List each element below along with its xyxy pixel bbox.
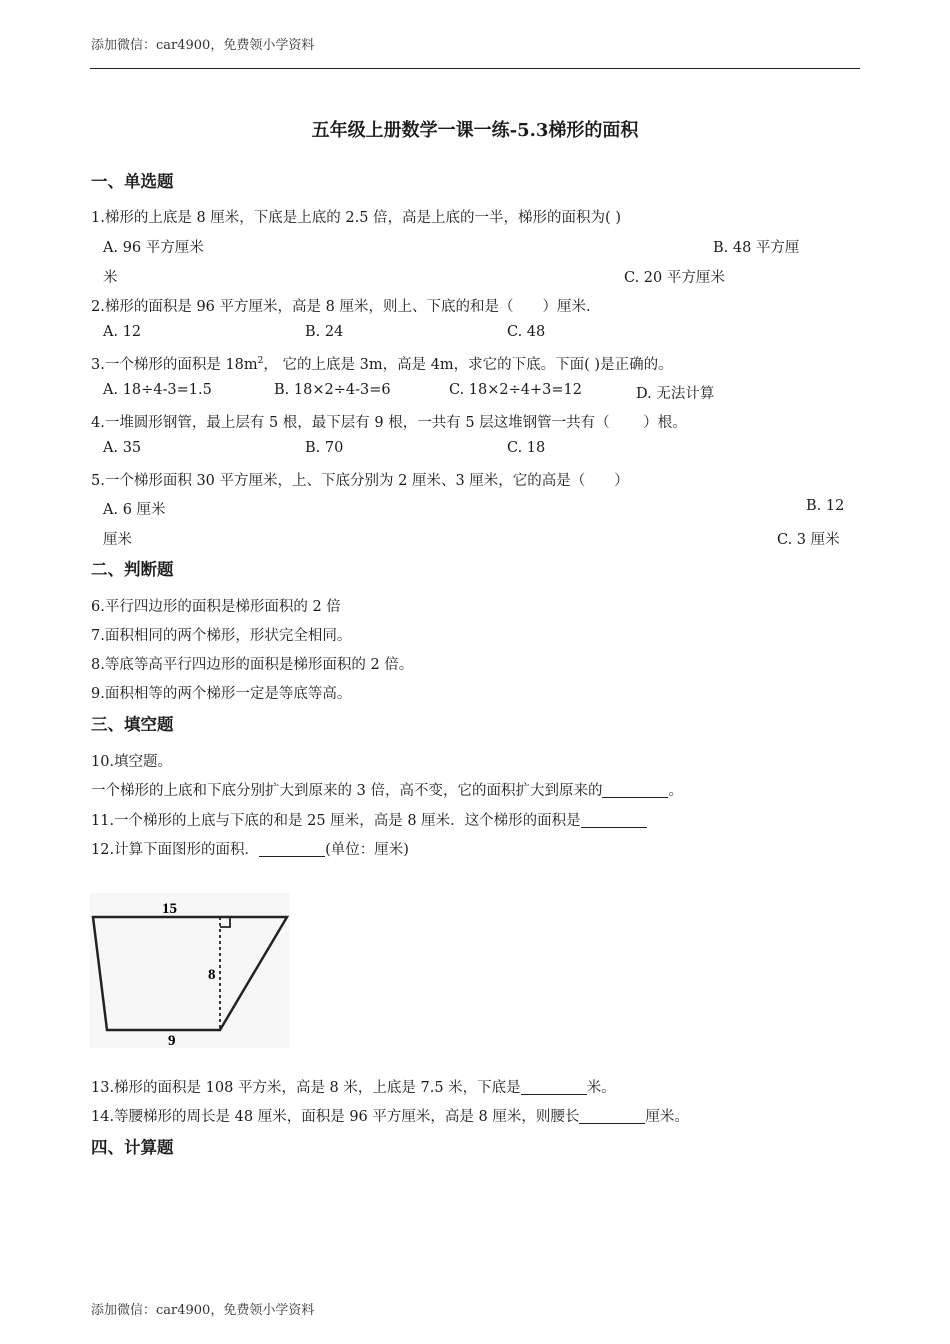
header-divider: [90, 68, 860, 69]
question-13: [91, 1076, 616, 1097]
q5-option-a-cont: 厘米: [103, 532, 132, 548]
q2-option-b: B. 24: [305, 324, 344, 340]
answer-blank[interactable]: [602, 783, 668, 799]
q4-option-b: B. 70: [305, 440, 344, 456]
q3-text-before: 3.一个梯形的面积是 18m: [91, 357, 258, 373]
top-base-label: 15: [162, 901, 177, 917]
q5-option-c: C. 3 厘米: [777, 532, 840, 548]
q4-option-c: C. 18: [507, 440, 546, 456]
question-3: [91, 353, 673, 374]
height-label: 8: [208, 967, 216, 983]
section-heading-single-choice: 一、单选题: [91, 172, 174, 191]
question-8: 8.等底等高平行四边形的面积是梯形面积的 2 倍。: [91, 657, 414, 673]
question-2: 2.梯形的面积是 96 平方厘米，高是 8 厘米，则上、下底的和是（ ）厘米.: [91, 299, 591, 315]
q14-text: 14.等腰梯形的周长是 48 厘米，面积是 96 平方厘米，高是 8 厘米，则腰长: [91, 1109, 580, 1125]
q2-option-a: A. 12: [103, 324, 142, 340]
q5-option-b: B. 12: [806, 498, 845, 514]
q5-option-a: A. 6 厘米: [103, 502, 166, 518]
answer-blank[interactable]: [521, 1080, 587, 1096]
trapezoid-diagram: [90, 893, 290, 1048]
q1-option-a: A. 96 平方厘米: [103, 240, 204, 256]
q13-text-end: 米。: [586, 1080, 616, 1096]
question-12: [91, 838, 409, 859]
answer-blank[interactable]: [581, 813, 647, 829]
q1-option-b-cont: 米: [103, 270, 118, 286]
section-heading-fill-in: 三、填空题: [91, 715, 174, 734]
question-5: 5.一个梯形面积 30 平方厘米，上、下底分别为 2 厘米、3 厘米，它的高是（ ）: [91, 473, 629, 489]
trapezoid-figure: [90, 893, 290, 1048]
trapezoid-shape: [93, 917, 287, 1030]
q3-option-a: A. 18÷4-3=1.5: [103, 382, 212, 398]
q10-text: 一个梯形的上底和下底分别扩大到原来的 3 倍，高不变，它的面积扩大到原来的: [91, 783, 603, 799]
q3-option-c: C. 18×2÷4+3=12: [449, 382, 582, 398]
q3-option-b: B. 18×2÷4-3=6: [274, 382, 391, 398]
question-1: 1.梯形的上底是 8 厘米，下底是上底的 2.5 倍，高是上底的一半，梯形的面积为( ): [91, 210, 621, 226]
q14-text-end: 厘米。: [645, 1109, 689, 1125]
q4-option-a: A. 35: [103, 440, 142, 456]
q3-superscript: 2: [257, 356, 264, 367]
bottom-base-label: 9: [168, 1033, 176, 1048]
page-footer: 添加微信：car4900，免费领小学资料: [91, 1303, 315, 1318]
q1-option-b: B. 48 平方厘: [713, 240, 800, 256]
q11-text: 11.一个梯形的上底与下底的和是 25 厘米，高是 8 厘米．这个梯形的面积是: [91, 813, 581, 829]
document-title: 五年级上册数学一课一练-5.3梯形的面积: [311, 120, 639, 141]
section-heading-calculation: 四、计算题: [91, 1138, 174, 1157]
question-10-title: 10.填空题。: [91, 754, 173, 770]
question-7: 7.面积相同的两个梯形，形状完全相同。: [91, 628, 352, 644]
q12-text: 12.计算下面图形的面积．: [91, 842, 260, 858]
question-14: [91, 1105, 689, 1126]
answer-blank[interactable]: [579, 1109, 645, 1125]
page-header: 添加微信：car4900，免费领小学资料: [91, 38, 315, 53]
question-6: 6.平行四边形的面积是梯形面积的 2 倍: [91, 599, 341, 615]
q12-text-end: (单位：厘米): [325, 842, 409, 858]
right-angle-marker: [220, 917, 230, 927]
question-9: 9.面积相等的两个梯形一定是等底等高。: [91, 686, 352, 702]
question-10-body: [91, 779, 683, 800]
answer-blank[interactable]: [259, 842, 325, 858]
section-heading-true-false: 二、判断题: [91, 560, 174, 579]
q1-option-c: C. 20 平方厘米: [624, 270, 725, 286]
question-4: 4.一堆圆形钢管，最上层有 5 根，最下层有 9 根，一共有 5 层这堆钢管一共有（ ）根。: [91, 415, 687, 431]
q3-option-d: D. 无法计算: [636, 386, 715, 402]
q10-text-end: 。: [668, 783, 683, 799]
question-11: [91, 809, 647, 830]
q13-text: 13.梯形的面积是 108 平方米，高是 8 米，上底是 7.5 米，下底是: [91, 1080, 521, 1096]
q3-text-after: ， 它的上底是 3m，高是 4m，求它的下底。下面( )是正确的。: [263, 357, 673, 373]
q2-option-c: C. 48: [507, 324, 546, 340]
